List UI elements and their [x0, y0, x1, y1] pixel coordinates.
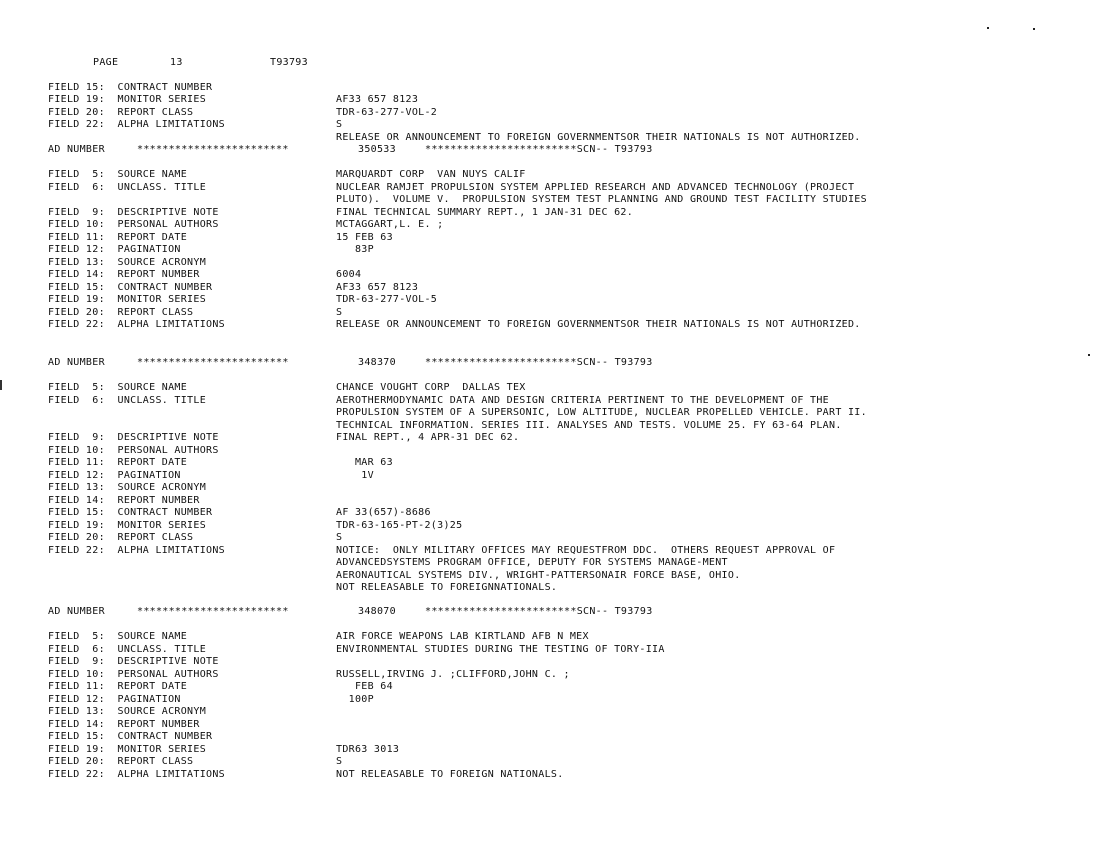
page-number: 13 — [170, 57, 183, 68]
stars-right: ************************SCN-- T93793 — [425, 144, 653, 155]
field-value: TDR63 3013 — [336, 743, 400, 755]
field-label: FIELD 14: REPORT NUMBER — [48, 718, 200, 730]
scan-edge-mark — [0, 380, 2, 390]
ad-number-label: AD NUMBER — [48, 357, 105, 368]
field-value: RELEASE OR ANNOUNCEMENT TO FOREIGN GOVERNMENTSOR THEIR NATIONALS IS NOT AUTHORIZED. — [336, 131, 861, 143]
field-label: FIELD 20: REPORT CLASS — [48, 532, 194, 543]
field-label: FIELD 13: SOURCE ACRONYM — [48, 482, 207, 493]
field-label: FIELD 11: REPORT DATE — [48, 681, 188, 692]
field-label: FIELD 6: UNCLASS. TITLE — [48, 394, 207, 406]
field-value: S — [336, 306, 343, 318]
field-value: MAR 63 — [336, 457, 393, 468]
page-label: PAGE — [93, 57, 119, 68]
field-value: TDR-63-277-VOL-2 — [336, 106, 438, 118]
field-value: NOT RELEASABLE TO FOREIGNNATIONALS. — [336, 582, 558, 593]
field-value: 15 FEB 63 — [336, 231, 393, 243]
stars-left: ************************ — [137, 357, 289, 368]
stars-left: ************************ — [137, 144, 289, 155]
ad-number-label: AD NUMBER — [48, 144, 105, 155]
field-label: FIELD 19: MONITOR SERIES — [48, 743, 207, 755]
ad-number: 348070 — [358, 606, 396, 617]
field-value: S — [336, 756, 343, 767]
field-value: S — [336, 119, 343, 130]
field-label: FIELD 13: SOURCE ACRONYM — [48, 706, 207, 717]
scan-speck — [987, 27, 989, 29]
field-label: FIELD 13: SOURCE ACRONYM — [48, 256, 207, 268]
field-label: FIELD 5: SOURCE NAME — [48, 382, 188, 393]
field-label: FIELD 22: ALPHA LIMITATIONS — [48, 544, 225, 556]
field-label: FIELD 9: DESCRIPTIVE NOTE — [48, 656, 219, 667]
field-label: FIELD 9: DESCRIPTIVE NOTE — [48, 206, 219, 218]
field-value: TECHNICAL INFORMATION. SERIES III. ANALYSES AND TESTS. VOLUME 25. FY 63-64 PLAN. — [336, 419, 842, 431]
ad-number: 350533 — [358, 144, 396, 155]
field-value: MARQUARDT CORP VAN NUYS CALIF — [336, 169, 526, 180]
field-label: FIELD 14: REPORT NUMBER — [48, 269, 200, 280]
field-value: 100P — [336, 693, 374, 705]
stars-right: ************************SCN-- T93793 — [425, 357, 653, 368]
field-label: FIELD 11: REPORT DATE — [48, 231, 188, 243]
field-value: ENVIRONMENTAL STUDIES DURING THE TESTING OF TORY-IIA — [336, 643, 665, 655]
field-label: FIELD 10: PERSONAL AUTHORS — [48, 444, 219, 456]
field-value: FINAL REPT., 4 APR-31 DEC 62. — [336, 432, 520, 443]
field-value: AEROTHERMODYNAMIC DATA AND DESIGN CRITERIA PERTINENT TO THE DEVELOPMENT OF THE — [336, 394, 829, 406]
field-label: FIELD 15: CONTRACT NUMBER — [48, 507, 213, 518]
field-value: ADVANCEDSYSTEMS PROGRAM OFFICE, DEPUTY FOR SYSTEMS MANAGE-MENT — [336, 557, 728, 568]
field-value: NOTICE: ONLY MILITARY OFFICES MAY REQUESTFROM DDC. OTHERS REQUEST APPROVAL OF — [336, 544, 836, 556]
field-value: RUSSELL,IRVING J. ;CLIFFORD,JOHN C. ; — [336, 668, 570, 680]
field-label: FIELD 12: PAGINATION — [48, 693, 181, 705]
field-value: TDR-63-165-PT-2(3)25 — [336, 519, 463, 531]
field-value: MCTAGGART,L. E. ; — [336, 219, 444, 230]
field-value: CHANCE VOUGHT CORP DALLAS TEX — [336, 382, 526, 393]
field-value: AF 33(657)-8686 — [336, 507, 431, 518]
field-value: AIR FORCE WEAPONS LAB KIRTLAND AFB N MEX — [336, 631, 589, 642]
field-label: FIELD 19: MONITOR SERIES — [48, 519, 207, 531]
scan-speck — [1088, 354, 1090, 356]
field-label: FIELD 12: PAGINATION — [48, 244, 181, 255]
field-label: FIELD 22: ALPHA LIMITATIONS — [48, 768, 225, 780]
field-value: 83P — [336, 244, 374, 255]
field-value: 6004 — [336, 269, 362, 280]
field-label: FIELD 10: PERSONAL AUTHORS — [48, 219, 219, 230]
field-label: FIELD 22: ALPHA LIMITATIONS — [48, 119, 225, 130]
scan-speck — [1033, 28, 1035, 30]
field-label: FIELD 6: UNCLASS. TITLE — [48, 643, 207, 655]
field-label: FIELD 19: MONITOR SERIES — [48, 294, 207, 305]
field-value: PROPULSION SYSTEM OF A SUPERSONIC, LOW ALTITUDE, NUCLEAR PROPELLED VEHICLE. PART II. — [336, 407, 867, 418]
field-value: NOT RELEASABLE TO FOREIGN NATIONALS. — [336, 768, 564, 780]
ad-number: 348370 — [358, 357, 396, 368]
field-label: FIELD 20: REPORT CLASS — [48, 106, 194, 118]
field-label: FIELD 14: REPORT NUMBER — [48, 494, 200, 506]
field-value: TDR-63-277-VOL-5 — [336, 294, 438, 305]
field-label: FIELD 5: SOURCE NAME — [48, 631, 188, 642]
field-label: FIELD 5: SOURCE NAME — [48, 169, 188, 180]
field-value: S — [336, 532, 343, 543]
field-label: FIELD 20: REPORT CLASS — [48, 756, 194, 767]
field-value: FEB 64 — [336, 681, 393, 692]
report-code: T93793 — [270, 57, 308, 68]
field-label: FIELD 15: CONTRACT NUMBER — [48, 731, 213, 742]
field-label: FIELD 20: REPORT CLASS — [48, 306, 194, 318]
field-value: 1V — [336, 469, 374, 481]
stars-right: ************************SCN-- T93793 — [425, 606, 653, 617]
field-label: FIELD 22: ALPHA LIMITATIONS — [48, 319, 225, 330]
field-value: RELEASE OR ANNOUNCEMENT TO FOREIGN GOVERNMENTSOR THEIR NATIONALS IS NOT AUTHORIZED. — [336, 319, 861, 330]
stars-left: ************************ — [137, 606, 289, 617]
field-label: FIELD 10: PERSONAL AUTHORS — [48, 668, 219, 680]
field-value: AF33 657 8123 — [336, 94, 419, 105]
ad-number-label: AD NUMBER — [48, 606, 105, 617]
field-label: FIELD 15: CONTRACT NUMBER — [48, 281, 213, 293]
field-label: FIELD 11: REPORT DATE — [48, 457, 188, 468]
field-label: FIELD 15: CONTRACT NUMBER — [48, 81, 213, 93]
field-label: FIELD 9: DESCRIPTIVE NOTE — [48, 432, 219, 443]
field-label: FIELD 6: UNCLASS. TITLE — [48, 181, 207, 193]
field-value: PLUTO). VOLUME V. PROPULSION SYSTEM TEST PLANNING AND GROUND TEST FACILITY STUDIES — [336, 194, 867, 205]
field-label: FIELD 12: PAGINATION — [48, 469, 181, 481]
field-value: NUCLEAR RAMJET PROPULSION SYSTEM APPLIED RESEARCH AND ADVANCED TECHNOLOGY (PROJECT — [336, 181, 855, 193]
field-value: AERONAUTICAL SYSTEMS DIV., WRIGHT-PATTERSONAIR FORCE BASE, OHIO. — [336, 569, 741, 581]
field-label: FIELD 19: MONITOR SERIES — [48, 94, 207, 105]
field-value: FINAL TECHNICAL SUMMARY REPT., 1 JAN-31 DEC 62. — [336, 206, 634, 218]
field-value: AF33 657 8123 — [336, 281, 419, 293]
